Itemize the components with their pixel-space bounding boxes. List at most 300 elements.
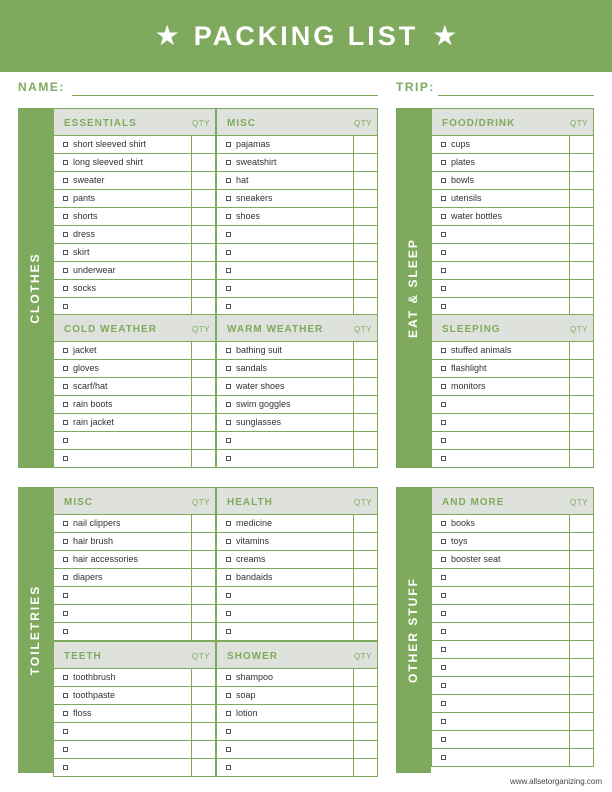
- item-label: bowls: [451, 175, 475, 185]
- qty-field[interactable]: [569, 677, 593, 694]
- qty-field[interactable]: [353, 396, 377, 413]
- qty-field[interactable]: [569, 244, 593, 261]
- list-item: [431, 378, 594, 396]
- checkbox[interactable]: [63, 575, 68, 580]
- qty-field[interactable]: [569, 360, 593, 377]
- checkbox[interactable]: [226, 160, 231, 165]
- item-label: monitors: [451, 381, 486, 391]
- list-item: [216, 587, 378, 605]
- list-item: [53, 432, 216, 450]
- qty-field[interactable]: [191, 378, 215, 395]
- footer-url: www.allsetorganizing.com: [509, 777, 602, 786]
- qty-field[interactable]: [569, 569, 593, 586]
- checkbox[interactable]: [441, 629, 446, 634]
- qty-field[interactable]: [569, 226, 593, 243]
- checkbox[interactable]: [441, 647, 446, 652]
- checkbox[interactable]: [441, 539, 446, 544]
- list-item: [53, 741, 216, 759]
- qty-field[interactable]: [191, 244, 215, 261]
- item-label: rain boots: [73, 399, 113, 409]
- section-bar: [396, 108, 431, 468]
- checkbox[interactable]: [226, 232, 231, 237]
- list-item: [216, 723, 378, 741]
- qty-field[interactable]: [191, 360, 215, 377]
- qty-field[interactable]: [569, 623, 593, 640]
- qty-field[interactable]: [569, 551, 593, 568]
- qty-field[interactable]: [353, 432, 377, 449]
- checkbox[interactable]: [441, 286, 446, 291]
- qty-field[interactable]: [569, 432, 593, 449]
- qty-field[interactable]: [191, 262, 215, 279]
- checkbox[interactable]: [63, 250, 68, 255]
- item-label: underwear: [73, 265, 116, 275]
- section-label: CLOTHES: [28, 252, 42, 324]
- list-item: [431, 154, 594, 172]
- checkbox[interactable]: [63, 593, 68, 598]
- list-item: [53, 280, 216, 298]
- block-header: [216, 641, 378, 669]
- list-item: [53, 190, 216, 208]
- qty-field[interactable]: [191, 705, 215, 722]
- block-title: COLD WEATHER: [64, 324, 157, 335]
- checkbox[interactable]: [63, 611, 68, 616]
- list-item: [431, 432, 594, 450]
- qty-field[interactable]: [353, 587, 377, 604]
- list-item: [53, 172, 216, 190]
- checkbox[interactable]: [63, 268, 68, 273]
- qty-header: QTY: [354, 498, 372, 507]
- checklist-block: [216, 108, 378, 316]
- qty-field[interactable]: [569, 208, 593, 225]
- qty-field[interactable]: [569, 136, 593, 153]
- list-item: [431, 659, 594, 677]
- qty-field[interactable]: [569, 533, 593, 550]
- checkbox[interactable]: [226, 575, 231, 580]
- qty-field[interactable]: [191, 208, 215, 225]
- list-item: [431, 262, 594, 280]
- checkbox[interactable]: [63, 765, 68, 770]
- checkbox[interactable]: [226, 765, 231, 770]
- qty-field[interactable]: [191, 396, 215, 413]
- list-item: [431, 450, 594, 468]
- checkbox[interactable]: [226, 268, 231, 273]
- qty-header: QTY: [354, 119, 372, 128]
- list-item: [216, 378, 378, 396]
- qty-field[interactable]: [353, 244, 377, 261]
- list-item: [431, 713, 594, 731]
- block-header: [216, 314, 378, 342]
- checkbox[interactable]: [63, 142, 68, 147]
- qty-header: QTY: [192, 652, 210, 661]
- qty-field[interactable]: [353, 190, 377, 207]
- qty-field[interactable]: [353, 741, 377, 758]
- checkbox[interactable]: [63, 232, 68, 237]
- qty-field[interactable]: [353, 136, 377, 153]
- checkbox[interactable]: [226, 384, 231, 389]
- checkbox[interactable]: [441, 611, 446, 616]
- checkbox[interactable]: [226, 593, 231, 598]
- checkbox[interactable]: [226, 142, 231, 147]
- qty-field[interactable]: [353, 759, 377, 776]
- qty-header: QTY: [570, 325, 588, 334]
- list-item: [216, 172, 378, 190]
- qty-field[interactable]: [191, 741, 215, 758]
- checkbox[interactable]: [441, 384, 446, 389]
- list-item: [216, 450, 378, 468]
- qty-field[interactable]: [353, 154, 377, 171]
- checkbox[interactable]: [63, 711, 68, 716]
- qty-header: QTY: [354, 652, 372, 661]
- checkbox[interactable]: [63, 178, 68, 183]
- item-label: shorts: [73, 211, 98, 221]
- qty-field[interactable]: [569, 731, 593, 748]
- qty-field[interactable]: [569, 280, 593, 297]
- checkbox[interactable]: [226, 711, 231, 716]
- qty-field[interactable]: [353, 208, 377, 225]
- checkbox[interactable]: [63, 557, 68, 562]
- item-label: swim goggles: [236, 399, 291, 409]
- list-item: [431, 731, 594, 749]
- list-item: [431, 414, 594, 432]
- checkbox[interactable]: [441, 593, 446, 598]
- checkbox[interactable]: [441, 701, 446, 706]
- list-item: [431, 396, 594, 414]
- checkbox[interactable]: [226, 438, 231, 443]
- item-label: toothbrush: [73, 672, 116, 682]
- list-item: [216, 569, 378, 587]
- qty-field[interactable]: [353, 280, 377, 297]
- checkbox[interactable]: [226, 693, 231, 698]
- list-item: [216, 342, 378, 360]
- name-field[interactable]: [72, 95, 378, 96]
- item-label: plates: [451, 157, 476, 167]
- checklist-block: [216, 314, 378, 468]
- checkbox[interactable]: [226, 675, 231, 680]
- checkbox[interactable]: [441, 755, 446, 760]
- qty-field[interactable]: [569, 378, 593, 395]
- qty-field[interactable]: [191, 432, 215, 449]
- qty-field[interactable]: [191, 280, 215, 297]
- checklist-block: [431, 487, 594, 767]
- item-label: creams: [236, 554, 266, 564]
- qty-field[interactable]: [353, 515, 377, 532]
- checkbox[interactable]: [63, 384, 68, 389]
- item-label: bathing suit: [236, 345, 283, 355]
- list-item: [216, 533, 378, 551]
- qty-field[interactable]: [191, 342, 215, 359]
- qty-field[interactable]: [353, 226, 377, 243]
- checkbox[interactable]: [441, 160, 446, 165]
- qty-field[interactable]: [191, 515, 215, 532]
- item-label: rain jacket: [73, 417, 115, 427]
- block-header: [431, 314, 594, 342]
- qty-field[interactable]: [569, 695, 593, 712]
- qty-field[interactable]: [191, 569, 215, 586]
- list-item: [216, 280, 378, 298]
- checkbox[interactable]: [63, 629, 68, 634]
- qty-field[interactable]: [353, 360, 377, 377]
- checkbox[interactable]: [441, 348, 446, 353]
- list-item: [431, 749, 594, 767]
- qty-header: QTY: [192, 325, 210, 334]
- list-item: [431, 280, 594, 298]
- checkbox[interactable]: [226, 250, 231, 255]
- list-item: [53, 569, 216, 587]
- qty-field[interactable]: [569, 713, 593, 730]
- item-label: hat: [236, 175, 249, 185]
- list-item: [431, 172, 594, 190]
- list-item: [431, 342, 594, 360]
- list-item: [216, 208, 378, 226]
- list-item: [431, 695, 594, 713]
- block-header: [53, 314, 216, 342]
- checkbox[interactable]: [226, 214, 231, 219]
- checkbox[interactable]: [226, 729, 231, 734]
- checkbox[interactable]: [226, 286, 231, 291]
- checkbox[interactable]: [226, 521, 231, 526]
- list-item: [431, 551, 594, 569]
- checkbox[interactable]: [226, 747, 231, 752]
- checkbox[interactable]: [63, 693, 68, 698]
- checkbox[interactable]: [441, 575, 446, 580]
- checkbox[interactable]: [226, 557, 231, 562]
- qty-field[interactable]: [191, 414, 215, 431]
- checkbox[interactable]: [226, 539, 231, 544]
- checkbox[interactable]: [63, 366, 68, 371]
- checkbox[interactable]: [441, 438, 446, 443]
- qty-header: QTY: [192, 498, 210, 507]
- qty-field[interactable]: [353, 414, 377, 431]
- qty-field[interactable]: [191, 723, 215, 740]
- qty-field[interactable]: [353, 669, 377, 686]
- qty-field[interactable]: [353, 172, 377, 189]
- list-item: [216, 687, 378, 705]
- list-item: [53, 687, 216, 705]
- checkbox[interactable]: [63, 438, 68, 443]
- checkbox[interactable]: [63, 304, 68, 309]
- section-label: OTHER STUFF: [406, 577, 420, 683]
- qty-field[interactable]: [569, 641, 593, 658]
- item-label: cups: [451, 139, 471, 149]
- checkbox[interactable]: [441, 214, 446, 219]
- qty-field[interactable]: [569, 414, 593, 431]
- item-label: floss: [73, 708, 92, 718]
- list-item: [53, 154, 216, 172]
- qty-field[interactable]: [569, 605, 593, 622]
- checkbox[interactable]: [63, 521, 68, 526]
- checkbox[interactable]: [63, 747, 68, 752]
- block-title: SHOWER: [227, 651, 278, 662]
- qty-field[interactable]: [353, 687, 377, 704]
- qty-field[interactable]: [191, 533, 215, 550]
- list-item: [431, 569, 594, 587]
- checkbox[interactable]: [63, 160, 68, 165]
- qty-field[interactable]: [191, 587, 215, 604]
- checkbox[interactable]: [63, 456, 68, 461]
- list-item: [53, 759, 216, 777]
- list-item: [216, 741, 378, 759]
- qty-field[interactable]: [569, 298, 593, 315]
- list-item: [216, 262, 378, 280]
- item-label: sneakers: [236, 193, 273, 203]
- checkbox[interactable]: [63, 402, 68, 407]
- qty-field[interactable]: [191, 136, 215, 153]
- qty-field[interactable]: [191, 226, 215, 243]
- qty-field[interactable]: [353, 705, 377, 722]
- qty-field[interactable]: [353, 723, 377, 740]
- qty-field[interactable]: [569, 262, 593, 279]
- qty-field[interactable]: [353, 551, 377, 568]
- checkbox[interactable]: [441, 456, 446, 461]
- qty-field[interactable]: [191, 551, 215, 568]
- checkbox[interactable]: [441, 268, 446, 273]
- block-title: WARM WEATHER: [227, 324, 324, 335]
- checkbox[interactable]: [63, 214, 68, 219]
- checkbox[interactable]: [226, 178, 231, 183]
- checkbox[interactable]: [63, 729, 68, 734]
- checkbox[interactable]: [226, 196, 231, 201]
- item-label: books: [451, 518, 476, 528]
- qty-field[interactable]: [191, 687, 215, 704]
- list-item: [53, 723, 216, 741]
- qty-field[interactable]: [353, 378, 377, 395]
- page-header: [0, 0, 612, 72]
- qty-field[interactable]: [191, 190, 215, 207]
- qty-header: QTY: [354, 325, 372, 334]
- item-label: stuffed animals: [451, 345, 512, 355]
- item-label: sandals: [236, 363, 268, 373]
- list-item: [53, 605, 216, 623]
- section-eat-sleep: [396, 108, 594, 468]
- qty-field[interactable]: [191, 154, 215, 171]
- qty-field[interactable]: [353, 262, 377, 279]
- qty-field[interactable]: [569, 154, 593, 171]
- checkbox[interactable]: [63, 675, 68, 680]
- qty-field[interactable]: [569, 587, 593, 604]
- qty-field[interactable]: [353, 623, 377, 640]
- item-label: medicine: [236, 518, 273, 528]
- checkbox[interactable]: [441, 521, 446, 526]
- list-item: [431, 605, 594, 623]
- item-label: utensils: [451, 193, 482, 203]
- checkbox[interactable]: [441, 737, 446, 742]
- checkbox[interactable]: [441, 420, 446, 425]
- list-item: [216, 669, 378, 687]
- checkbox[interactable]: [226, 366, 231, 371]
- checkbox[interactable]: [63, 539, 68, 544]
- checkbox[interactable]: [63, 420, 68, 425]
- list-item: [53, 551, 216, 569]
- qty-field[interactable]: [191, 669, 215, 686]
- checkbox[interactable]: [441, 142, 446, 147]
- qty-field[interactable]: [569, 450, 593, 467]
- qty-field[interactable]: [191, 623, 215, 640]
- item-label: booster seat: [451, 554, 501, 564]
- qty-field[interactable]: [353, 569, 377, 586]
- list-item: [53, 533, 216, 551]
- list-item: [216, 759, 378, 777]
- checkbox[interactable]: [63, 348, 68, 353]
- section-toiletries: [18, 487, 378, 773]
- qty-field[interactable]: [353, 298, 377, 315]
- checkbox[interactable]: [226, 456, 231, 461]
- checkbox[interactable]: [441, 232, 446, 237]
- qty-field[interactable]: [569, 172, 593, 189]
- checkbox[interactable]: [441, 196, 446, 201]
- checkbox[interactable]: [441, 683, 446, 688]
- checklist-block: [53, 487, 216, 641]
- block-header: [53, 641, 216, 669]
- qty-field[interactable]: [569, 659, 593, 676]
- checkbox[interactable]: [226, 348, 231, 353]
- list-item: [53, 244, 216, 262]
- checkbox[interactable]: [441, 402, 446, 407]
- item-label: dress: [73, 229, 96, 239]
- checkbox[interactable]: [441, 178, 446, 183]
- block-title: HEALTH: [227, 497, 273, 508]
- block-header: [216, 487, 378, 515]
- qty-field[interactable]: [353, 605, 377, 622]
- block-title: FOOD/DRINK: [442, 118, 516, 129]
- checkbox[interactable]: [226, 420, 231, 425]
- qty-field[interactable]: [569, 515, 593, 532]
- qty-field[interactable]: [191, 450, 215, 467]
- checkbox[interactable]: [441, 304, 446, 309]
- qty-field[interactable]: [569, 749, 593, 766]
- list-item: [53, 587, 216, 605]
- checkbox[interactable]: [226, 304, 231, 309]
- item-label: nail clippers: [73, 518, 121, 528]
- checkbox[interactable]: [63, 196, 68, 201]
- trip-field[interactable]: [438, 95, 594, 96]
- list-item: [431, 244, 594, 262]
- checkbox[interactable]: [63, 286, 68, 291]
- qty-field[interactable]: [569, 342, 593, 359]
- checkbox[interactable]: [441, 557, 446, 562]
- list-item: [216, 623, 378, 641]
- checkbox[interactable]: [441, 719, 446, 724]
- qty-field[interactable]: [191, 605, 215, 622]
- qty-field[interactable]: [569, 396, 593, 413]
- qty-field[interactable]: [191, 298, 215, 315]
- item-label: water bottles: [451, 211, 503, 221]
- section-bar: [18, 487, 53, 773]
- qty-field[interactable]: [569, 190, 593, 207]
- qty-field[interactable]: [191, 759, 215, 776]
- qty-field[interactable]: [353, 450, 377, 467]
- list-item: [53, 208, 216, 226]
- list-item: [53, 396, 216, 414]
- page-title: PACKING LIST: [193, 20, 419, 51]
- qty-field[interactable]: [191, 172, 215, 189]
- checkbox[interactable]: [226, 611, 231, 616]
- checkbox[interactable]: [441, 250, 446, 255]
- list-item: [431, 136, 594, 154]
- checkbox[interactable]: [441, 665, 446, 670]
- checkbox[interactable]: [441, 366, 446, 371]
- list-item: [216, 705, 378, 723]
- list-item: [53, 623, 216, 641]
- checklist-block: [53, 108, 216, 316]
- qty-field[interactable]: [353, 533, 377, 550]
- qty-field[interactable]: [353, 342, 377, 359]
- item-label: toys: [451, 536, 468, 546]
- block-header: [53, 108, 216, 136]
- checkbox[interactable]: [226, 402, 231, 407]
- list-item: [53, 226, 216, 244]
- checkbox[interactable]: [226, 629, 231, 634]
- list-item: [216, 154, 378, 172]
